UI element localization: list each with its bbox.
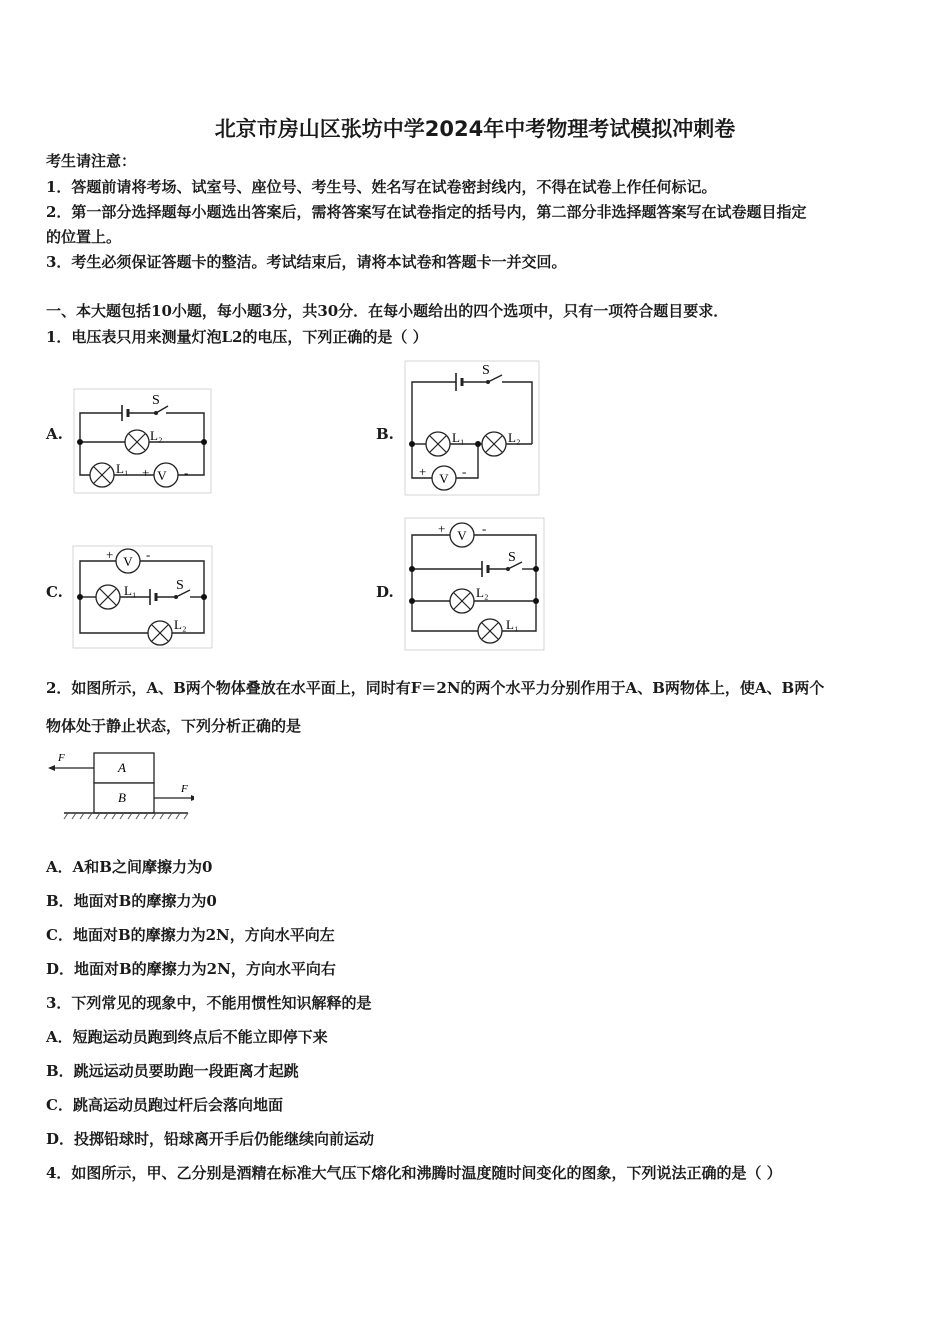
voltmeter-label: V xyxy=(123,554,133,569)
force-right-label: F xyxy=(181,783,188,795)
circuit-diagram-b xyxy=(402,358,542,498)
notice-item-1: 1．答题前请将考场、试室号、座位号、考生号、姓名写在试卷密封线内，不得在试卷上作任何标记。 xyxy=(46,178,717,196)
voltmeter-label: V xyxy=(157,468,167,483)
notice-item-3: 3．考生必须保证答题卡的整洁。考试结束后，请将本试卷和答题卡一并交回。 xyxy=(46,253,567,271)
force-left-label: F xyxy=(58,752,65,764)
q4-stem: 4．如图所示，甲、乙分别是酒精在标准大气压下熔化和沸腾时温度随时间变化的图象，下列说法正确的是（ ） xyxy=(46,1164,782,1182)
minus-label: - xyxy=(146,547,151,562)
notice-item-2-cont: 的位置上。 xyxy=(46,228,122,246)
q3-option-b: B．跳远运动员要助跑一段距离才起跳 xyxy=(46,1062,299,1080)
q3-option-a: A．短跑运动员跑到终点后不能立即停下来 xyxy=(46,1028,328,1046)
q3-option-d: D．投掷铅球时，铅球离开手后仍能继续向前运动 xyxy=(46,1130,375,1148)
switch-label: S xyxy=(176,578,184,593)
q1-stem: 1．电压表只用来测量灯泡L2的电压，下列正确的是（ ） xyxy=(46,328,428,346)
lamp1-label: L₁ xyxy=(452,430,465,445)
lamp1-label: L₁ xyxy=(124,583,137,598)
plus-label: + xyxy=(106,547,114,562)
q2-option-a: A．A和B之间摩擦力为0 xyxy=(46,858,213,876)
lamp2-label: L₂ xyxy=(508,430,521,445)
lamp1-label: L₁ xyxy=(506,617,519,632)
block-a-label: A xyxy=(118,760,126,775)
section-heading: 一、本大题包括10小题，每小题3分，共30分．在每小题给出的四个选项中，只有一项符合题目要求． xyxy=(46,302,729,320)
q1-option-a-label: A. xyxy=(46,425,63,443)
notice-item-2: 2．第一部分选择题每小题选出答案后，需将答案写在试卷指定的括号内，第二部分非选择题答案写在试卷题目指定 xyxy=(46,203,807,221)
minus-label: - xyxy=(482,521,487,536)
switch-label: S xyxy=(482,363,490,378)
q3-option-c: C．跳高运动员跑过杆后会落向地面 xyxy=(46,1096,283,1114)
plus-label: + xyxy=(142,465,150,480)
lamp2-label: L₂ xyxy=(150,428,163,443)
blocks-force-diagram xyxy=(44,748,194,824)
lamp1-label: L₁ xyxy=(116,461,129,476)
switch-label: S xyxy=(152,393,160,408)
circuit-diagram-c xyxy=(70,543,215,651)
switch-label: S xyxy=(508,550,516,565)
block-b-label: B xyxy=(118,790,126,805)
lamp2-label: L₂ xyxy=(476,585,489,600)
voltmeter-label: V xyxy=(457,528,467,543)
plus-label: + xyxy=(419,464,427,479)
circuit-diagram-a xyxy=(70,385,215,497)
q2-option-d: D．地面对B的摩擦力为2N，方向水平向右 xyxy=(46,960,336,978)
plus-label: + xyxy=(438,521,446,536)
voltmeter-label: V xyxy=(439,471,449,486)
q1-option-b-label: B. xyxy=(376,425,394,443)
page-title: 北京市房山区张坊中学2024年中考物理考试模拟冲刺卷 xyxy=(214,117,736,141)
q3-stem: 3．下列常见的现象中，不能用惯性知识解释的是 xyxy=(46,994,372,1012)
q2-stem-line2: 物体处于静止状态，下列分析正确的是 xyxy=(46,717,302,735)
q1-option-d-label: D. xyxy=(376,583,394,601)
q2-stem-line1: 2．如图所示，A、B两个物体叠放在水平面上，同时有F＝2N的两个水平力分别作用于A、B两物体上，使A、B两个 xyxy=(46,679,825,697)
lamp2-label: L₂ xyxy=(174,617,187,632)
q1-option-c-label: C. xyxy=(46,583,63,601)
q2-option-b: B．地面对B的摩擦力为0 xyxy=(46,892,217,910)
minus-label: - xyxy=(184,465,189,480)
minus-label: - xyxy=(462,464,467,479)
notice-heading: 考生请注意： xyxy=(46,152,137,170)
q2-option-c: C．地面对B的摩擦力为2N，方向水平向左 xyxy=(46,926,335,944)
circuit-diagram-d xyxy=(402,515,547,653)
